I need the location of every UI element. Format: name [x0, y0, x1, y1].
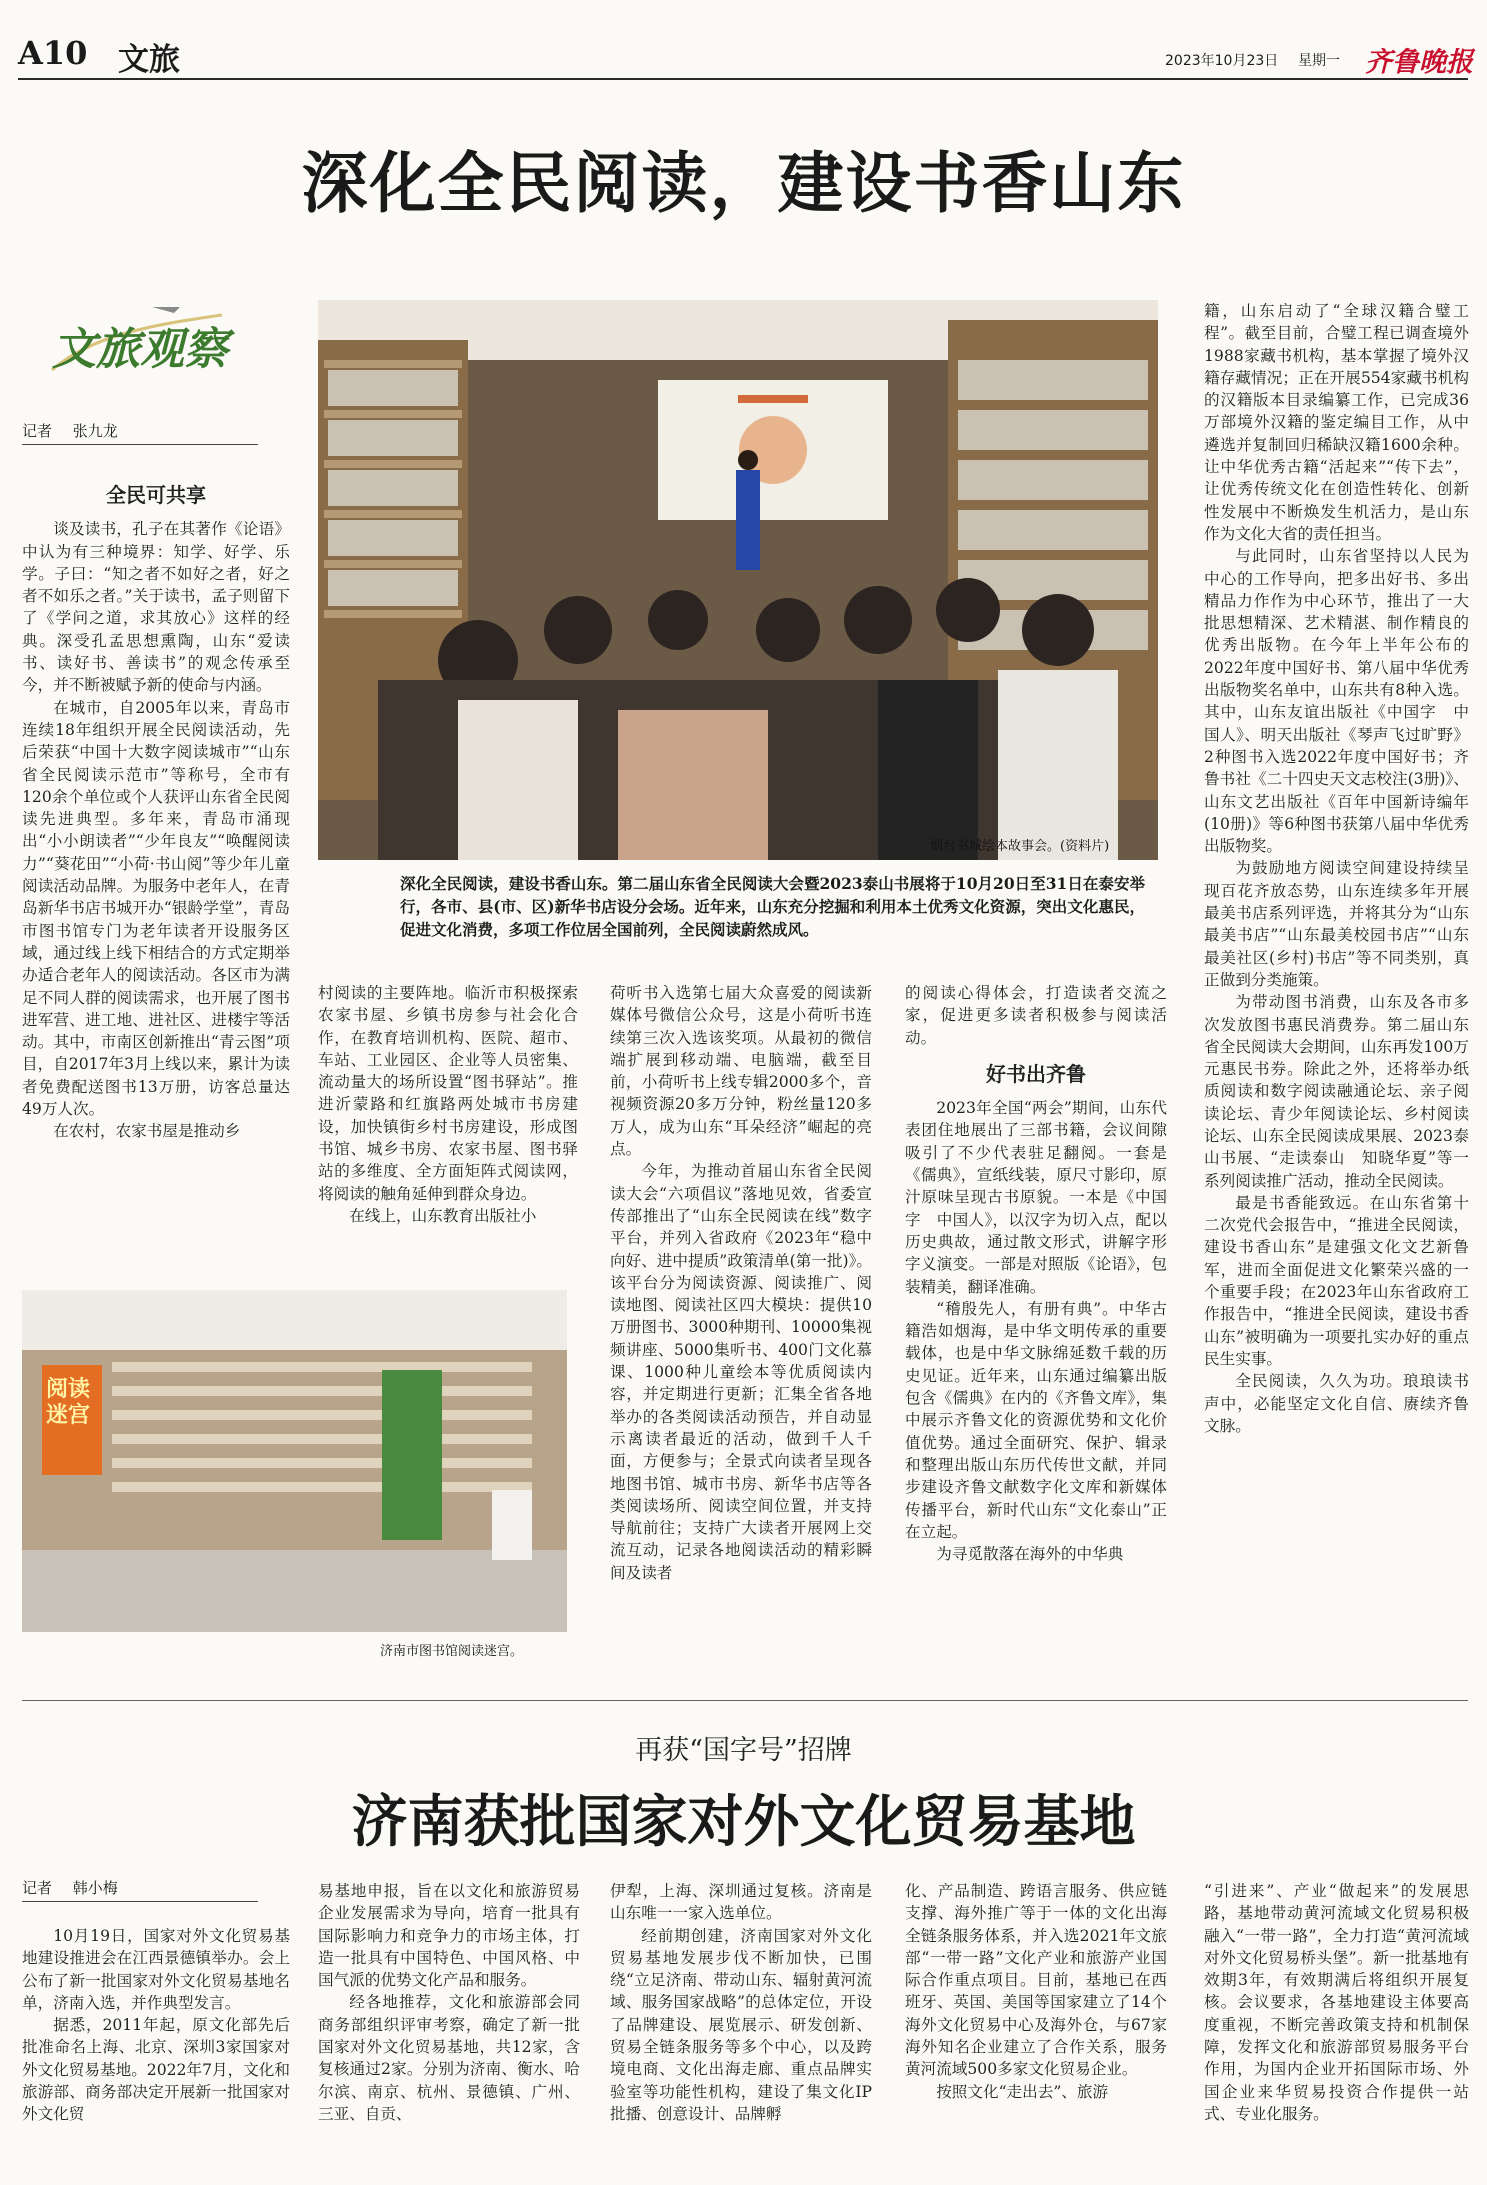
paragraph: 据悉，2011年起，原文化部先后批准命名上海、北京、深圳3家国家对外文化贸易基地。2022年7月，文化和旅游部、商务部决定开展新一批国家对外文化贸	[22, 2016, 290, 2124]
photo-reading-maze	[22, 1290, 567, 1632]
paragraph: 化、产品制造、跨语言服务、供应链支撑、海外推广等于一体的文化出海全链条服务体系，并入选2021年文旅部“一带一路”文化产业和旅游产业国际合作重点项目。目前，基地已在西班牙、英国、美国等国家建立了14个海外文化贸易中心及海外仓，与67家海外知名企业建立了合作关系，服务黄河流域500多家文化贸易企业。	[905, 1882, 1167, 2079]
section-subhead: 全民可共享	[106, 483, 206, 507]
article1-col1	[22, 470, 290, 1260]
article2-col3	[610, 1880, 872, 2177]
page-number: A10	[18, 34, 88, 72]
paragraph: 籍，山东启动了“全球汉籍合璧工程”。截至目前，合璧工程已调查境外1988家藏书机构，基本掌握了境外汉籍存藏情况；正在开展554家藏书机构的汉籍版本目录编纂工作，已完成36万部境外汉籍的鉴定编目工作，从中遴选并复制回归稀缺汉籍1600余种。让中华优秀古籍“活起来”“传下去”，让优秀传统文化在创造性转化、创新性发展中不断焕发生机活力，是山东作为文化大省的责任担当。	[1204, 302, 1469, 543]
paragraph: 为鼓励地方阅读空间建设持续呈现百花齐放态势，山东连续多年开展最美书店系列评选，并将其分为“山东最美书店”“山东最美校园书店”“山东最美社区(乡村)书店”等不同类别，真正做到分类施策。	[1204, 859, 1469, 989]
date: 2023年10月23日	[1165, 53, 1279, 69]
article2-col5	[1204, 1880, 1469, 2177]
article1-col5	[1204, 300, 1469, 1668]
paragraph: 在农村，农家书屋是推动乡	[53, 1122, 241, 1141]
paragraph: 经各地推荐，文化和旅游部会同商务部组织评审考察，确定了新一批国家对外文化贸易基地，共12家，含复核通过2家。分别为济南、衡水、哈尔滨、南京、杭州、景德镇、广州、三亚、自贡、	[318, 1993, 580, 2123]
paragraph: 的阅读心得体会，打造读者交流之家，促进更多读者积极参与阅读活动。	[905, 984, 1167, 1047]
byline-label: 记者	[22, 1879, 53, 1897]
article1-col4	[905, 982, 1167, 1667]
paragraph: 谈及读书，孔子在其著作《论语》中认为有三种境界：知学、好学、乐学。子曰：“知之者不如好之者，好之者不如乐之者。”关于读书，孟子则留下了《学问之道，求其放心》这样的经典。深受孔孟思想熏陶，山东“爱读书、读好书、善读书”的观念传承至今，并不断被赋予新的使命与内涵。	[22, 520, 290, 695]
column-logo-text: 文旅观察	[52, 324, 228, 375]
article1-byline	[22, 420, 258, 445]
paragraph: “引进来”、产业“做起来”的发展思路，基地带动黄河流域文化贸易积极融入“一带一路”，全力打造“黄河流域对外文化贸易桥头堡”。新一批基地有效期3年，有效期满后将组织开展复核。会议要求，各基地建设主体要高度重视，不断完善政策支持和机制保障，发挥文化和旅游部贸易服务平台作用，为国内企业开拓国际市场、外国企业来华贸易投资合作提供一站式、专业化服务。	[1204, 1882, 1469, 2123]
paragraph: 荷听书入选第七届大众喜爱的阅读新媒体号微信公众号，这是小荷听书连续第三次入选该奖项。从最初的微信端扩展到移动端、电脑端，截至目前，小荷听书上线专辑2000多个，音视频资源20多万分钟，粉丝量120多万人，成为山东“耳朵经济”崛起的亮点。	[610, 984, 872, 1159]
paragraph: 村阅读的主要阵地。临沂市积极探索农家书屋、乡镇书房参与社会化合作，在教育培训机构、医院、超市、车站、工业园区、企业等人员密集、流动量大的场所设置“图书驿站”。推进沂蒙路和红旗路两处城市书房建设，加快镇街乡村书房建设，形成图书馆、城乡书房、农家书屋、图书驿站的多维度、全方面矩阵式阅读网，将阅读的触角延伸到群众身边。	[318, 984, 578, 1203]
weekday: 星期一	[1298, 53, 1340, 69]
paragraph: 与此同时，山东省坚持以人民为中心的工作导向，把多出好书、多出精品力作作为中心环节，推出了一大批思想精深、艺术精湛、制作精良的优秀出版物。在今年上半年公布的2022年度中国好书、第八届中华优秀出版物奖名单中，山东共有8种入选。其中，山东友谊出版社《中国字 中国人》、明天出版社《琴声飞过旷野》2种图书入选2022年度中国好书；齐鲁书社《二十四史天文志校注(3册)》、山东文艺出版社《百年中国新诗编年(10册)》等6种图书获第八届中华优秀出版物奖。	[1204, 547, 1469, 856]
paragraph: “稽殷先人，有册有典”。中华古籍浩如烟海，是中华文明传承的重要载体，也是中华文脉绵延数千载的历史见证。近年来，山东通过编纂出版包含《儒典》在内的《齐鲁文库》，集中展示齐鲁文化的资源优势和文化价值优势。通过全面研究、保护、辑录和整理出版山东历代传世文献，并同步建设齐鲁文献数字化文库和新媒体传播平台，新时代山东“文化泰山”正在立起。	[905, 1299, 1167, 1541]
paragraph: 2023年全国“两会”期间，山东代表团住地展出了三部书籍，会议间隙吸引了不少代表驻足翻阅。一套是《儒典》，宣纸线装，原尺寸影印，原汁原味呈现古书原貌。一本是《中国字 中国人》，以汉字为切入点，配以历史典故，通过散文形式，讲解字形字义演变。一部是对照版《论语》，包装精美，翻译准确。	[905, 1099, 1167, 1296]
article2-byline	[22, 1877, 258, 1902]
photo-book-city-story	[318, 300, 1158, 860]
paragraph: 10月19日，国家对外文化贸易基地建设推进会在江西景德镇举办。会上公布了新一批国家对外文化贸易基地名单，济南入选，并作典型发言。	[22, 1927, 290, 2012]
paragraph: 为带动图书消费，山东及各市多次发放图书惠民消费券。第二届山东省全民阅读大会期间，山东再发100万元惠民书券。除此之外，还将举办纸质阅读和数字阅读融通论坛、亲子阅读论坛、青少年阅读论坛、乡村阅读论坛、山东全民阅读成果展、2023泰山书展、“走读泰山 知晓华夏”等一系列阅读推广活动，推动全民阅读。	[1204, 993, 1469, 1190]
paragraph: 为寻觅散落在海外的中华典	[936, 1545, 1124, 1564]
paragraph: 在线上，山东教育出版社小	[349, 1206, 537, 1225]
paragraph: 最是书香能致远。在山东省第十二次党代会报告中，“推进全民阅读，建设书香山东”是建强文化文艺新鲁军，进而全面促进文化繁荣兴盛的一个重要手段；在2023年山东省政府工作报告中，“推进全民阅读，建设书香山东”被明确为一项要扎实办好的重点民生实事。	[1204, 1193, 1469, 1368]
article2-col2	[318, 1880, 580, 2177]
header-rule	[18, 78, 1468, 80]
paragraph: 易基地申报，旨在以文化和旅游贸易企业发展需求为导向，培育一批具有国际影响力和竞争力的市场主体，打造一批具有中国特色、中国风格、中国气派的优势文化产品和服务。	[318, 1882, 580, 1990]
article1-summary: 深化全民阅读，建设书香山东。第二届山东省全民阅读大会暨2023泰山书展将于10月20日至31日在泰安举行，各市、县(市、区)新华书店设分会场。近年来，山东充分挖掘和利用本土优秀文化资源，突出文化惠民，促进文化消费，多项工作位居全国前列，全民阅读蔚然成风。	[400, 874, 1145, 939]
paragraph: 在城市，自2005年以来，青岛市连续18年组织开展全民阅读活动，先后荣获“中国十大数字阅读城市”“山东省全民阅读示范市”等称号，全市有120余个单位或个人获评山东省全民阅读先进典型。多年来，青岛市涌现出“小小朗读者”“少年良友”“唤醒阅读力”“葵花田”“小荷·书山阅”等少年儿童阅读活动品牌。为服务中老年人，在青岛新华书店书城开办“银龄学堂”，青岛市图书馆专门为老年读者开设服务区域，通过线上线下相结合的方式定期举办适合老年人的阅读活动。各区市为满足不同人群的阅读需求，也开展了图书进军营、进工地、进社区、进楼宇等活动。其中，市南区创新推出“青云图”项目，自2017年3月上线以来，累计为读者免费配送图书13万册，访客总量达49万人次。	[22, 698, 290, 1119]
byline-label: 记者	[22, 422, 53, 440]
article2-headline: 济南获批国家对外文化贸易基地	[351, 1789, 1136, 1855]
byline-name: 张九龙	[72, 422, 118, 440]
column-logo	[32, 285, 262, 395]
article2-col4	[905, 1880, 1167, 2177]
photo2-caption: 济南市图书馆阅读迷宫。	[380, 1644, 524, 1659]
article2-kicker: 再获“国字号”招牌	[635, 1735, 852, 1766]
reading-maze-sign: 阅读迷宫	[46, 1376, 91, 1428]
article1-headline: 深化全民阅读，建设书香山东	[301, 144, 1186, 222]
article1-col3	[610, 982, 872, 1667]
paragraph: 按照文化“走出去”、旅游	[936, 2082, 1109, 2101]
article1-col2	[318, 982, 578, 1242]
photo1-caption: 烟台书城绘本故事会。(资料片)	[930, 839, 1110, 854]
section-subhead: 好书出齐鲁	[986, 1061, 1086, 1086]
byline-name: 韩小梅	[72, 1879, 118, 1897]
paragraph: 今年，为推动首届山东省全民阅读大会“六项倡议”落地见效，省委宣传部推出了“山东全民阅读在线”数字平台，并列入省政府《2023年“稳中向好、进中提质”政策清单(第一批)》。该平台分为阅读资源、阅读推广、阅读地图、阅读社区四大模块：提供10万册图书、3000种期刊、10000集视频讲座、5000集听书、400门文化慕课、1000种儿童绘本等优质阅读内容，并定期进行更新；汇集全省各地举办的各类阅读活动预告，并自动显示离读者最近的活动，做到千人千面，方便参与；全景式向读者呈现各地图书馆、城市书房、新华书店等各类阅读场所、阅读空间位置，并支持导航前往；支持广大读者开展网上交流互动，记录各地阅读活动的精彩瞬间及读者	[610, 1162, 872, 1582]
paragraph: 全民阅读，久久为功。琅琅读书声中，必能坚定文化自信、赓续齐鲁文脉。	[1204, 1372, 1469, 1435]
paragraph: 经前期创建，济南国家对外文化贸易基地发展步伐不断加快，已围绕“立足济南、带动山东、辐射黄河流域、服务国家战略”的总体定位，开设了品牌建设、展览展示、研发创新、贸易全链条服务等多个中心，以及跨境电商、文化出海走廊、重点品牌实验室等功能性机构，建设了集文化IP批播、创意设计、品牌孵	[610, 1926, 872, 2123]
article2-col1	[22, 1925, 290, 2177]
section-name: 文旅	[118, 42, 180, 78]
masthead: 齐鲁晚报	[1365, 47, 1473, 78]
paragraph: 伊犁，上海、深圳通过复核。济南是山东唯一一家入选单位。	[610, 1882, 872, 1923]
article-divider	[22, 1700, 1468, 1701]
